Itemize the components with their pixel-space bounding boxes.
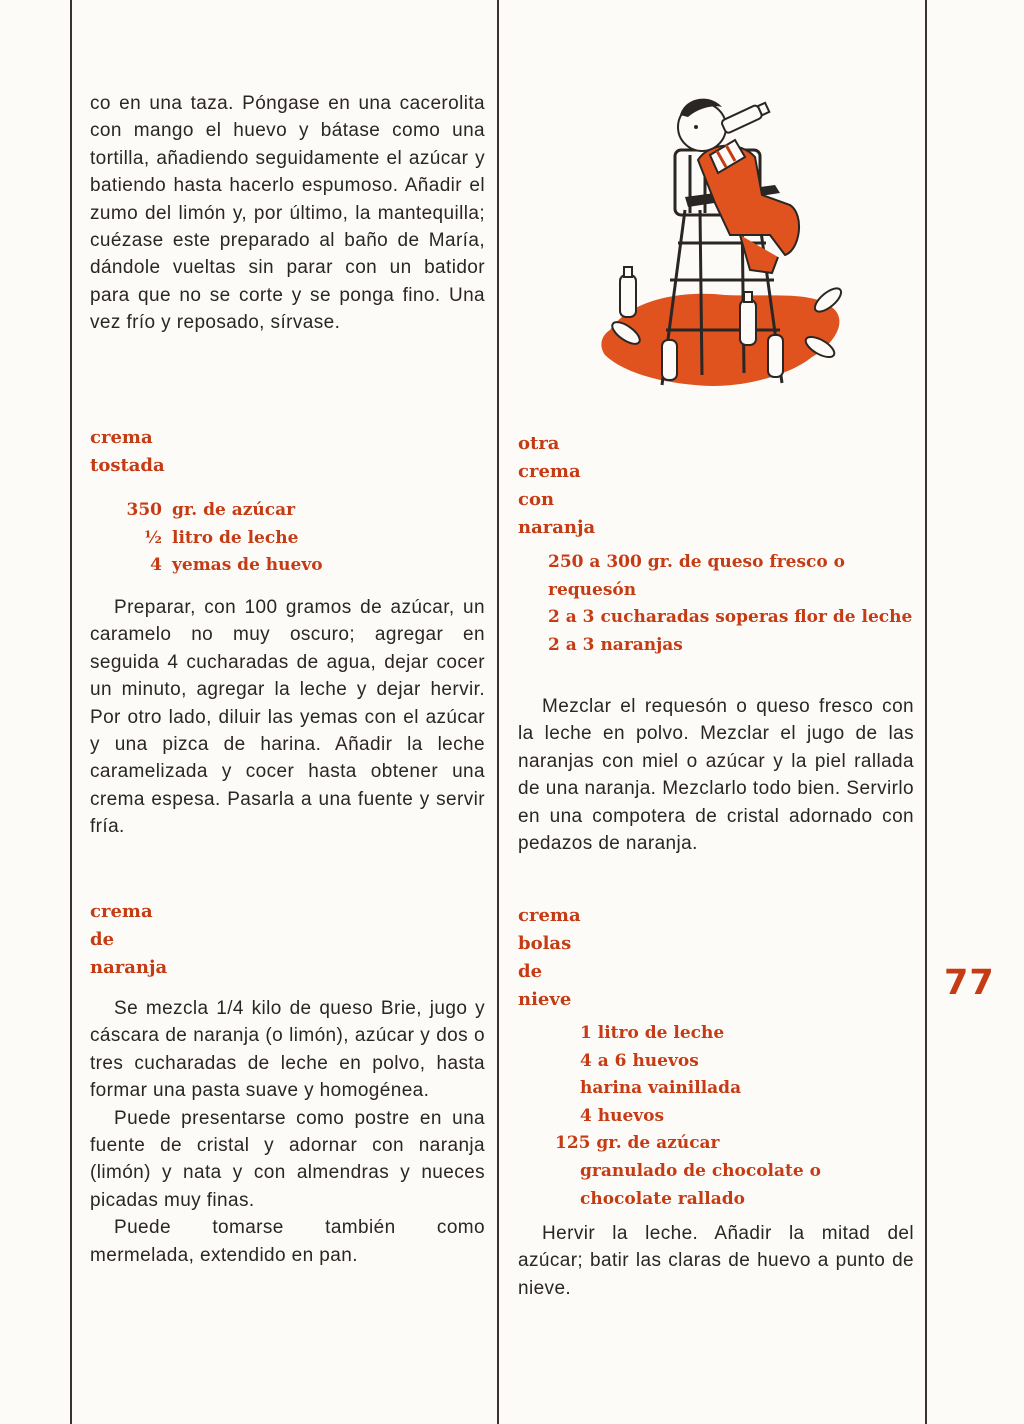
- ingredient-text: gr. de queso fresco o requesón: [548, 552, 845, 600]
- ingredient-qty: 4 a 6: [580, 1050, 627, 1071]
- ingredient-qty: ½: [144, 527, 162, 548]
- ingredient-qty: 125: [555, 1133, 591, 1154]
- ingredient-qty: 250 a 300: [548, 552, 642, 572]
- recipe-title-line: crema: [90, 901, 153, 922]
- recipe-title-line: bolas: [518, 933, 572, 954]
- ingredient-line: [548, 549, 916, 604]
- ingredient-qty: 2 a 3: [548, 634, 595, 655]
- instruction-paragraph: Puede presentarse como postre en una fuente de cristal y adornar con naranja (limón) y nata y con almendras y nueces picadas muy finas.: [90, 1107, 485, 1211]
- ingredient-text: gr. de azúcar: [596, 1133, 720, 1154]
- ingredient-text: litro de leche: [172, 527, 299, 548]
- recipe-title-line: crema: [90, 427, 153, 448]
- recipe-title-crema-de-naranja: [90, 898, 485, 982]
- ingredient-line: [548, 632, 916, 660]
- page-number: 77: [944, 963, 995, 1003]
- instructions-crema-de-naranja: [90, 995, 485, 1269]
- ingredient-qty: 4: [150, 555, 162, 576]
- ingredient-row: [548, 1130, 916, 1158]
- column-rule-middle: [497, 0, 499, 1424]
- ingredient-row: [118, 552, 478, 580]
- instruction-paragraph: Se mezcla 1/4 kilo de queso Brie, jugo y cáscara de naranja (o limón), azúcar y dos o tres cucharadas de leche en polvo, hasta formar una pasta suave y homogénea.: [90, 998, 485, 1102]
- ingredient-row: [548, 632, 916, 660]
- recipe-title-line: naranja: [90, 957, 168, 978]
- ingredient-text: huevos: [632, 1050, 699, 1071]
- instruction-paragraph: Puede tomarse también como mermelada, extendido en pan.: [90, 1217, 485, 1266]
- recipe-title-line: nieve: [518, 989, 572, 1010]
- ingredient-line: [548, 604, 916, 632]
- recipe-title-line: crema: [518, 905, 581, 926]
- ingredient-text: gr. de azúcar: [172, 500, 296, 520]
- recipe-title-crema-tostada: [90, 424, 485, 480]
- ingredient-row: [548, 1103, 916, 1131]
- column-rule-right: [925, 0, 927, 1424]
- ingredient-text: naranjas: [600, 634, 683, 655]
- ingredient-text: yemas de huevo: [172, 555, 323, 576]
- instructions-otra-crema: Mezclar el requesón o queso fresco con la leche en polvo. Mezclar el jugo de las naranjas con miel o azúcar y la piel rallada de una naranja. Mezclarlo todo bien. Servirlo en una compotera de cristal adornado con pedazos de naranja.: [518, 696, 914, 855]
- recipe-title-line: de: [90, 929, 115, 950]
- ingredients-crema-tostada: [118, 497, 478, 580]
- recipe-title-line: otra: [518, 433, 560, 454]
- ingredient-text: granulado de chocolate o chocolate rallado: [580, 1160, 821, 1209]
- recipe-title-line: crema: [518, 461, 581, 482]
- ingredient-qty: 2 a 3: [548, 607, 595, 628]
- intro-paragraph: co en una taza. Póngase en una cacerolita con mango el huevo y bátase como una tortilla, añadiendo seguidamente el azúcar y batiendo hasta hacerlo espumoso. Añadir el zumo del limón y, por último, la mantequilla; cuézase este preparado al baño de María, dándole vueltas sin parar con un batidor para que no se corte y se ponga fino. Una vez frío y reposado, sírvase.: [90, 93, 485, 334]
- recipe-title-otra-crema-con-naranja: [518, 430, 914, 542]
- recipe-title-line: de: [518, 961, 543, 982]
- ingredient-text: harina vainillada: [580, 1078, 742, 1099]
- ingredients-otra-crema: [548, 549, 916, 659]
- ingredient-text: litro de leche: [597, 1023, 725, 1043]
- ingredient-qty: 4: [580, 1105, 592, 1126]
- ingredient-row: [548, 549, 916, 604]
- ingredient-row: [118, 497, 478, 525]
- column-rule-left: [70, 0, 72, 1424]
- recipe-title-crema-bolas-de-nieve: [518, 902, 914, 1014]
- child-high-chair-illustration: [590, 85, 850, 410]
- ingredient-row: [548, 1075, 916, 1103]
- instructions-crema-tostada: Preparar, con 100 gramos de azúcar, un caramelo no muy oscuro; agregar en seguida 4 cucharadas de agua, dejar cocer un minuto, agregar la leche y dejar hervir. Por otro lado, diluir las yemas con el azúcar y una pizca de harina. Añadir la leche caramelizada y cocer hasta obtener una crema espesa. Pasarla a una fuente y servir fría.: [90, 597, 485, 838]
- ingredient-row: [548, 1020, 916, 1048]
- recipe-title-line: naranja: [518, 517, 596, 538]
- instructions-bolas-de-nieve: Hervir la leche. Añadir la mitad del azúcar; batir las claras de huevo a punto de nieve.: [518, 1223, 914, 1299]
- ingredient-row: [548, 1158, 916, 1213]
- ingredients-bolas-de-nieve: [548, 1020, 916, 1213]
- recipe-title-line: tostada: [90, 455, 165, 476]
- ingredient-row: [118, 525, 478, 553]
- ingredient-text: cucharadas soperas flor de leche: [600, 607, 913, 628]
- recipe-title-line: con: [518, 489, 555, 510]
- ingredient-qty: 350: [126, 500, 162, 520]
- ingredient-qty: 1: [580, 1023, 592, 1043]
- ingredient-text: huevos: [597, 1105, 665, 1126]
- ingredient-row: [548, 1048, 916, 1076]
- ingredient-row: [548, 604, 916, 632]
